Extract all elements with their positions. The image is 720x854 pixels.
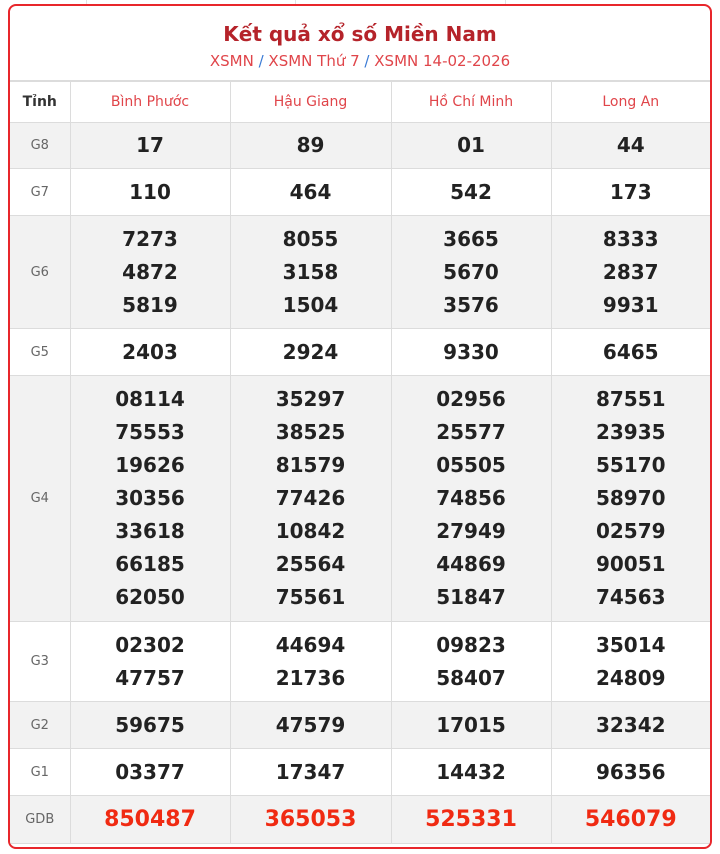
prize-number: 27949 xyxy=(436,519,506,543)
special-prize-number: 525331 xyxy=(425,807,517,832)
prize-number: 173 xyxy=(609,179,652,204)
prize-number: 02302 xyxy=(115,632,185,657)
prize-number: 17347 xyxy=(275,759,346,784)
page-title: Kết quả xổ số Miền Nam xyxy=(223,22,497,46)
prize-number: 62050 xyxy=(115,585,185,609)
prize-number: 87551 xyxy=(595,387,666,411)
prize-label: G5 xyxy=(10,329,70,376)
prize-number: 44694 xyxy=(275,632,346,657)
prize-number: 25577 xyxy=(436,420,506,444)
prize-cell xyxy=(391,749,551,796)
prize-cell xyxy=(551,749,710,796)
breadcrumb xyxy=(10,51,710,71)
prize-number: 542 xyxy=(450,179,492,204)
special-prize-number: 365053 xyxy=(264,807,357,832)
prize-number: 08114 xyxy=(115,387,185,411)
prize-cell xyxy=(230,622,391,702)
prize-number: 74856 xyxy=(436,486,506,510)
prize-cell xyxy=(551,123,710,169)
prize-cell xyxy=(70,702,230,749)
prize-number: 38525 xyxy=(275,420,346,444)
breadcrumb-separator: / xyxy=(258,52,264,70)
prize-number: 90051 xyxy=(595,552,666,576)
prize-number: 96356 xyxy=(595,759,666,784)
results-card xyxy=(8,4,712,849)
prize-cell xyxy=(70,376,230,622)
prize-row-g6 xyxy=(10,216,710,329)
prize-number: 3665 xyxy=(443,226,499,251)
prize-number: 89 xyxy=(296,133,325,157)
prize-number: 51847 xyxy=(436,585,506,609)
prize-number: 09823 xyxy=(436,632,506,657)
prize-cell xyxy=(391,622,551,702)
special-prize-number: 546079 xyxy=(584,807,677,832)
prize-number: 3576 xyxy=(443,292,499,317)
prize-cell xyxy=(230,702,391,749)
prize-number: 75561 xyxy=(275,585,346,609)
prize-number: 35297 xyxy=(275,387,346,411)
breadcrumb-separator: / xyxy=(364,52,370,70)
prize-cell xyxy=(230,749,391,796)
province-header-row xyxy=(10,82,710,123)
prize-cell xyxy=(391,796,551,844)
prize-number: 30356 xyxy=(115,486,185,510)
prize-number: 59675 xyxy=(115,712,185,737)
prize-number: 02579 xyxy=(595,519,666,543)
prize-number: 05505 xyxy=(436,453,506,477)
province-corner-label: Tỉnh xyxy=(10,82,70,123)
prize-number: 33618 xyxy=(115,519,185,543)
prize-number: 9931 xyxy=(602,292,659,317)
prize-number: 47757 xyxy=(115,665,185,690)
prize-row-g4 xyxy=(10,376,710,622)
prize-number: 8055 xyxy=(282,226,339,251)
prize-number: 01 xyxy=(457,133,485,157)
prize-number: 44869 xyxy=(436,552,506,576)
prize-label: G3 xyxy=(10,622,70,702)
prize-number: 6465 xyxy=(602,339,659,364)
prize-number: 14432 xyxy=(436,759,506,784)
prize-cell xyxy=(230,216,391,329)
prize-row-g1 xyxy=(10,749,710,796)
prize-cell xyxy=(70,622,230,702)
prize-row-g8 xyxy=(10,123,710,169)
prize-number: 10842 xyxy=(275,519,346,543)
special-prize-number: 850487 xyxy=(104,807,196,832)
prize-cell xyxy=(70,216,230,329)
province-ho-chi-minh[interactable]: Hồ Chí Minh xyxy=(391,82,551,123)
card-header xyxy=(10,6,710,81)
prize-cell xyxy=(551,329,710,376)
prize-number: 25564 xyxy=(275,552,346,576)
prize-cell xyxy=(70,123,230,169)
prize-number: 47579 xyxy=(275,712,346,737)
results-table xyxy=(10,81,710,844)
prize-number: 4872 xyxy=(122,259,178,284)
prize-number: 17015 xyxy=(436,712,506,737)
prize-row-g3 xyxy=(10,622,710,702)
prize-cell xyxy=(230,169,391,216)
prize-number: 17 xyxy=(136,133,164,157)
prize-cell xyxy=(70,796,230,844)
prize-number: 2837 xyxy=(602,259,659,284)
prize-cell xyxy=(230,123,391,169)
prize-cell xyxy=(551,622,710,702)
province-binh-phuoc[interactable]: Bình Phước xyxy=(70,82,230,123)
prize-label: G4 xyxy=(10,376,70,622)
prize-cell xyxy=(391,702,551,749)
prize-number: 5819 xyxy=(122,292,178,317)
prize-number: 75553 xyxy=(115,420,185,444)
prize-cell xyxy=(551,376,710,622)
prize-row-gdb xyxy=(10,796,710,844)
prize-number: 44 xyxy=(616,133,645,157)
prize-number: 9330 xyxy=(443,339,499,364)
prize-number: 35014 xyxy=(595,632,666,657)
prize-label: G2 xyxy=(10,702,70,749)
prize-number: 3158 xyxy=(282,259,339,284)
prize-row-g2 xyxy=(10,702,710,749)
prize-cell xyxy=(70,329,230,376)
prize-number: 19626 xyxy=(115,453,185,477)
prize-number: 58407 xyxy=(436,665,506,690)
prize-number: 110 xyxy=(129,179,171,204)
prize-number: 24809 xyxy=(595,665,666,690)
prize-number: 58970 xyxy=(595,486,666,510)
prize-number: 464 xyxy=(289,179,332,204)
breadcrumb-xsmn-thu7[interactable]: XSMN Thứ 7 xyxy=(268,52,360,70)
prize-label: G8 xyxy=(10,123,70,169)
prize-cell xyxy=(230,796,391,844)
prize-number: 03377 xyxy=(115,759,185,784)
prize-label: GDB xyxy=(10,796,70,844)
province-long-an[interactable]: Long An xyxy=(551,82,710,123)
prize-cell xyxy=(551,702,710,749)
prize-cell xyxy=(551,796,710,844)
prize-cell xyxy=(551,169,710,216)
prize-row-g5 xyxy=(10,329,710,376)
prize-number: 02956 xyxy=(436,387,506,411)
prize-number: 74563 xyxy=(595,585,666,609)
prize-number: 8333 xyxy=(602,226,659,251)
prize-cell xyxy=(391,123,551,169)
prize-number: 81579 xyxy=(275,453,346,477)
prize-number: 21736 xyxy=(275,665,346,690)
prize-number: 5670 xyxy=(443,259,499,284)
prize-number: 55170 xyxy=(595,453,666,477)
prize-label: G7 xyxy=(10,169,70,216)
prize-number: 2924 xyxy=(282,339,339,364)
prize-cell xyxy=(391,169,551,216)
prize-row-g7 xyxy=(10,169,710,216)
province-hau-giang[interactable]: Hậu Giang xyxy=(230,82,391,123)
prize-cell xyxy=(70,169,230,216)
prize-number: 32342 xyxy=(595,712,666,737)
prize-number: 66185 xyxy=(115,552,185,576)
prize-cell xyxy=(70,749,230,796)
prize-number: 7273 xyxy=(122,226,178,251)
prize-cell xyxy=(391,329,551,376)
breadcrumb-xsmn-date[interactable]: XSMN 14-02-2026 xyxy=(374,52,511,70)
prize-number: 23935 xyxy=(595,420,666,444)
prize-cell xyxy=(551,216,710,329)
prize-cell xyxy=(230,329,391,376)
breadcrumb-xsmn[interactable]: XSMN xyxy=(209,52,254,70)
prize-cell xyxy=(391,216,551,329)
prize-label: G1 xyxy=(10,749,70,796)
prize-label: G6 xyxy=(10,216,70,329)
prize-number: 77426 xyxy=(275,486,346,510)
prize-cell xyxy=(391,376,551,622)
prize-number: 2403 xyxy=(122,339,178,364)
prize-cell xyxy=(230,376,391,622)
prize-number: 1504 xyxy=(282,292,339,317)
